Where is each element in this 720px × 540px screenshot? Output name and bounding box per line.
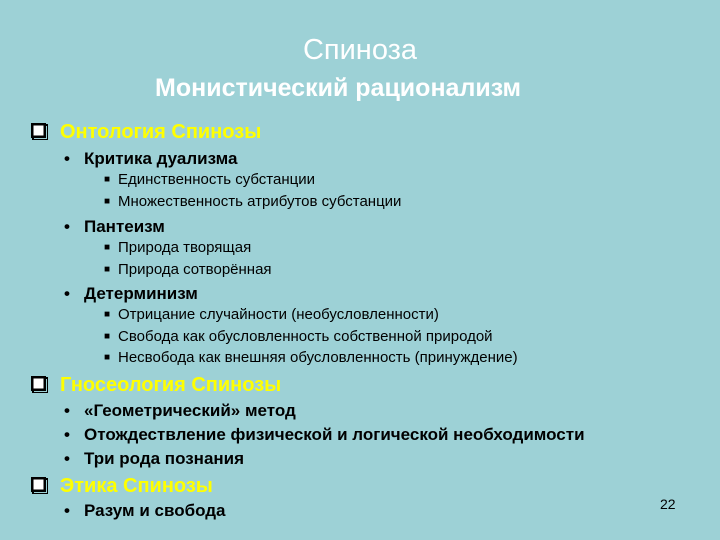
sub-list-item-text: Несвобода как внешняя обусловленность (принуждение) [118, 349, 518, 366]
checkbox-bullet-icon [30, 476, 48, 494]
list-item-text: «Геометрический» метод [84, 401, 296, 420]
bullet-dot: • [64, 425, 70, 444]
sub-list-item [104, 349, 518, 366]
list-item-text: Критика дуализма [84, 149, 238, 168]
sub-list-item [104, 261, 272, 278]
section-heading-text: Гносеология Спинозы [60, 374, 282, 396]
list-item-text: Детерминизм [84, 284, 198, 303]
sub-list-item-text: Свобода как обусловленность собственной природой [118, 328, 493, 345]
list-item [64, 149, 237, 169]
bullet-dot: • [64, 284, 70, 303]
list-item-text: Отождествление физической и логической необходимости [84, 425, 585, 444]
list-item [64, 401, 296, 421]
bullet-dot: • [64, 449, 70, 468]
bullet-dot: • [64, 501, 70, 520]
section-heading-text: Этика Спинозы [60, 475, 213, 497]
list-item [64, 217, 165, 237]
list-item-text: Разум и свобода [84, 501, 226, 520]
checkbox-bullet-icon [30, 122, 48, 140]
bullet-dot: • [64, 149, 70, 168]
sub-list-item [104, 171, 315, 188]
square-bullet: ■ [104, 196, 111, 207]
section-heading-ethics [30, 475, 213, 498]
sub-list-item-text: Природа творящая [118, 239, 252, 256]
square-bullet: ■ [104, 174, 111, 185]
list-item [64, 284, 198, 304]
slide-title: Спиноза [302, 34, 418, 66]
section-heading-ontology [30, 121, 261, 144]
section-heading-gnoseology [30, 374, 281, 397]
square-bullet: ■ [104, 352, 111, 363]
square-bullet: ■ [104, 309, 111, 320]
sub-list-item [104, 239, 251, 256]
section-heading-text: Онтология Спинозы [60, 121, 262, 143]
sub-list-item-text: Единственность субстанции [118, 171, 315, 188]
list-item [64, 449, 244, 469]
bullet-dot: • [64, 401, 70, 420]
page-number: 22 [660, 496, 676, 512]
sub-list-item [104, 328, 493, 345]
sub-list-item-text: Отрицание случайности (необусловленности) [118, 306, 439, 323]
sub-list-item-text: Множественность атрибутов субстанции [118, 193, 402, 210]
list-item-text: Пантеизм [84, 217, 165, 236]
square-bullet: ■ [104, 264, 111, 275]
checkbox-bullet-icon [30, 375, 48, 393]
list-item [64, 425, 585, 445]
square-bullet: ■ [104, 331, 111, 342]
sub-list-item [104, 306, 439, 323]
sub-list-item [104, 193, 401, 210]
sub-list-item-text: Природа сотворённая [118, 261, 272, 278]
bullet-dot: • [64, 217, 70, 236]
slide-subtitle: Монистический рационализм [155, 74, 522, 102]
square-bullet: ■ [104, 242, 111, 253]
list-item [64, 501, 225, 521]
list-item-text: Три рода познания [84, 449, 245, 468]
